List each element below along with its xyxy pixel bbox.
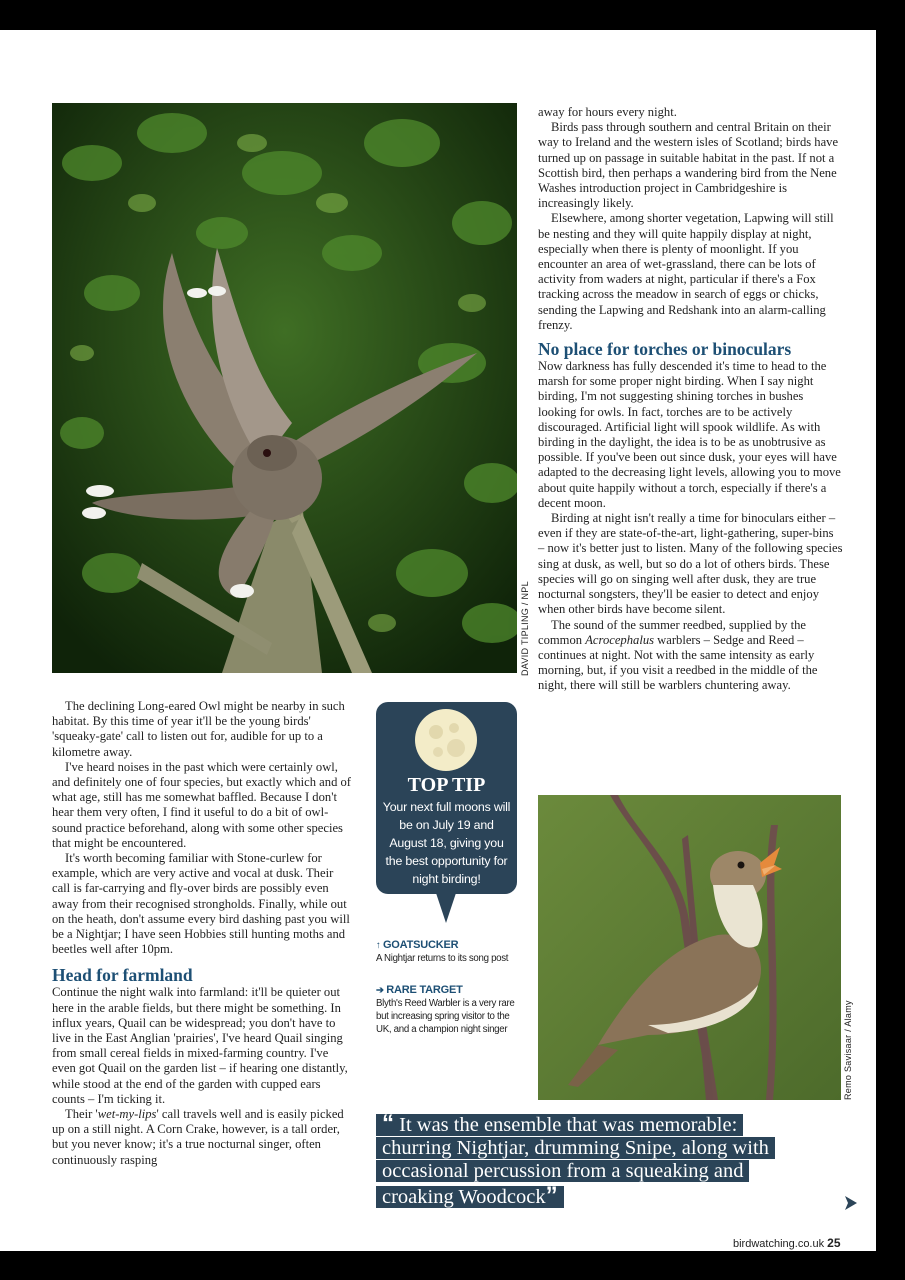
caption-goatsucker-label: GOATSUCKER bbox=[382, 939, 459, 951]
left-para-1: The declining Long-eared Owl might be nearby in such habitat. By this time of year it'll be the young birds' 'squeaky-gate' call to listen out for, audible for up to a kilometre away. bbox=[52, 699, 345, 759]
full-moon-icon bbox=[414, 708, 478, 772]
left-para-5-text-b: ' call travels well and is easily picked up on a still night. A Corn Crake, however, is a tall order, but you never know; it's a true nocturnal singer, often continuously rasping bbox=[52, 1107, 344, 1167]
warbler-illustration bbox=[538, 795, 841, 1100]
section-heading-farmland: Head for farmland bbox=[52, 965, 193, 986]
page-number: 25 bbox=[827, 1236, 841, 1250]
caption-goatsucker bbox=[376, 939, 521, 965]
left-column bbox=[52, 699, 352, 1168]
arrow-right-icon: ➔ bbox=[376, 985, 384, 996]
top-tip-pointer bbox=[436, 893, 456, 923]
right-para-3: Elsewhere, among shorter vegetation, Lapwing will still be nesting and they will quite happily display at night, especially when there is plenty of moonlight. If you encounter an area of wet-grassland, there can be lots of activity from waders at night, particular if there's a Fox tracking across the meadow in search of eggs or chicks, sending the Lapwing and Redshank into an alarm-calling frenzy. bbox=[538, 211, 834, 332]
top-tip-title: TOP TIP bbox=[407, 774, 486, 796]
arrow-up-icon: ↑ bbox=[376, 940, 381, 951]
left-para-3: It's worth becoming familiar with Stone-curlew for example, which are very active and vocal at dusk. Their call is far-carrying and fly-over birds are possibly even away from their recognised strongholds. Finally, while out on the heath, don't assume every bird dashing past you will be a Nightjar; I have seen Hobbies still hunting moths and beetles well after 10pm. bbox=[52, 851, 350, 957]
continue-arrow-icon bbox=[843, 1195, 859, 1211]
right-para-2: Birds pass through southern and central Britain on their way to Ireland and the western isles of Scotland; birds have turned up on passage in suitable habitat in the past. If not a Scottish bird, then perhaps a wandering bird from the Nene Washes introduction project in Cambridgeshire is increasingly likely. bbox=[538, 120, 839, 211]
right-para-6-text-a: The sound of the summer reedbed, supplied by the common bbox=[538, 617, 806, 647]
page-footer bbox=[733, 1236, 841, 1250]
bird-photo-credit: Remo Savisaar / Alamy bbox=[843, 1000, 853, 1100]
left-para-4: Continue the night walk into farmland: it'll be quieter out here in the arable fields, but there might be something. In influx years, Quail can be widespread; you don't have to live in the East Anglian 'prairies', I've heard Quail singing from small cereal fields in mixed-farming country. I've even got Quail on the garden list – if hearing one distantly, while stood at the end of the garden with cupped ears counts – I'm ticking it. bbox=[52, 985, 348, 1106]
genus-name: Acrocephalus bbox=[585, 632, 655, 647]
nightjar-photo bbox=[52, 103, 517, 673]
right-para-5: Birding at night isn't really a time for binoculars either – even if they are state-of-the-art, light-gathering, super-bins – now it's better just to listen. Many of the following species sing at dusk, as well, but so do a lot of others birds. These species will go on singing well after dusk, they are true nocturnal songsters, they'll be easier to detect and enjoy when other birds have become silent. bbox=[538, 511, 843, 617]
right-para-6-text-b: warblers – Sedge and Reed – continues at night. Not with the same intensity as early morning, but, if you visit a reedbed in the middle of the night, there will still be warblers chuntering away. bbox=[538, 632, 818, 693]
section-heading-torches: No place for torches or binoculars bbox=[538, 339, 792, 360]
top-tip-text: Your next full moons will be on July 19 and August 18, giving you the best opportunity for night birding! bbox=[382, 800, 511, 886]
right-para-4: Now darkness has fully descended it's time to head to the marsh for some proper night birding. When I say night birding, I'm not suggesting shining torches in bushes looking for owls. In fact, torches are to be actively discouraged. Artificial light will spook wildlife. As with birding in the daylight, the idea is to be as unobtrusive as possible. If you've been out since dusk, your eyes will have adapted to the decreasing light levels, allowing you to move about quite happily without a torch, especially if there's a decent moon. bbox=[538, 359, 841, 510]
caption-rare-label: RARE TARGET bbox=[386, 984, 463, 996]
warbler-photo bbox=[538, 795, 841, 1100]
call-phrase: wet-my-lips bbox=[97, 1107, 157, 1122]
caption-rare-text: Blyth's Reed Warbler is a very rare but increasing spring visitor to the UK, and a champion night singer bbox=[376, 998, 515, 1035]
pull-quote-text: It was the ensemble that was memorable: churring Nightjar, drumming Snipe, along with occasional percussion from a squeaking and croaking Woodcock bbox=[382, 1114, 769, 1208]
pull-quote bbox=[376, 1112, 806, 1209]
left-para-5-text-a: Their ' bbox=[65, 1107, 98, 1122]
site-url: birdwatching.co.uk bbox=[733, 1238, 825, 1250]
right-column bbox=[538, 105, 843, 694]
caption-rare-target bbox=[376, 984, 521, 1036]
left-para-5 bbox=[52, 1107, 352, 1168]
right-para-6 bbox=[538, 618, 843, 694]
main-photo-credit: DAVID TIPLING / NPL bbox=[520, 581, 530, 676]
caption-goatsucker-text: A Nightjar returns to its song post bbox=[376, 953, 509, 964]
right-para-1: away for hours every night. bbox=[538, 105, 677, 119]
quote-close-mark: ” bbox=[545, 1181, 558, 1209]
top-tip-box bbox=[376, 702, 517, 894]
quote-open-mark: “ bbox=[382, 1110, 394, 1137]
left-para-2: I've heard noises in the past which were certainly owl, and definitely one of four species, but exactly which and of what age, still has me somewhat baffled. Because I don't hear them very often, I find it useful to do a bit of owl-sound practice beforehand, along with some other species that might be encountered. bbox=[52, 759, 352, 850]
nightjar-illustration bbox=[52, 103, 517, 673]
